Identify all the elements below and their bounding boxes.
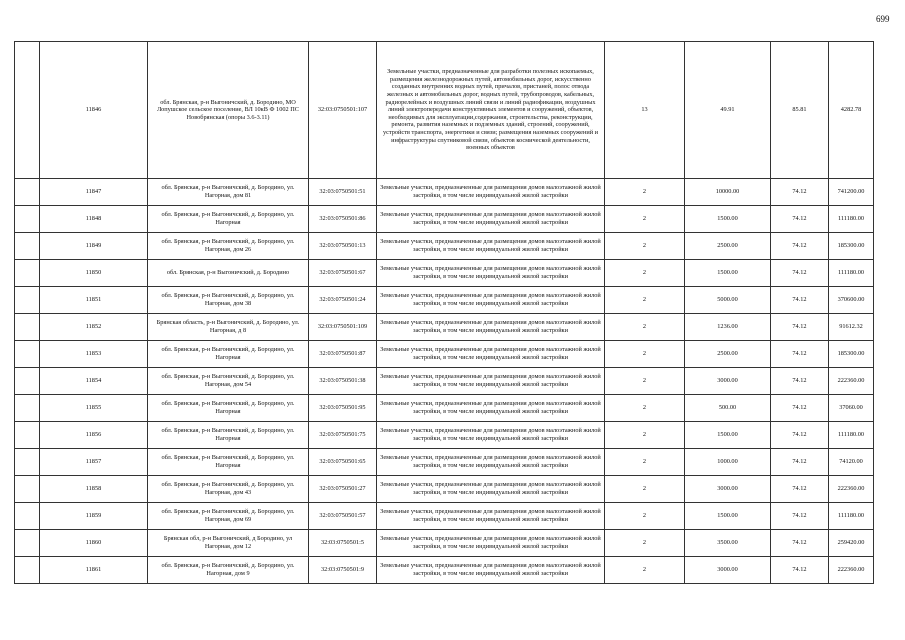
group-code-cell: 2 (605, 530, 685, 557)
area-cell: 5000.00 (685, 287, 771, 314)
spacer-cell (15, 314, 40, 341)
table-row (15, 530, 874, 557)
area-cell: 49.91 (685, 42, 771, 179)
table-row (15, 368, 874, 395)
spacer-cell (15, 395, 40, 422)
land-use-cell: Земельные участки, предназначенные для размещения домов малоэтажной жилой застройки, в том числе индивидуальной жилой застройки (377, 368, 605, 395)
area-cell: 1500.00 (685, 503, 771, 530)
area-cell: 3000.00 (685, 368, 771, 395)
spacer-cell (15, 368, 40, 395)
land-use-cell: Земельные участки, предназначенные для размещения домов малоэтажной жилой застройки, в том числе индивидуальной жилой застройки (377, 314, 605, 341)
cadastral-value-cell: 259420.00 (829, 530, 874, 557)
group-code-cell: 2 (605, 557, 685, 584)
spacer-cell (15, 476, 40, 503)
spacer-cell (15, 287, 40, 314)
land-use-cell: Земельные участки, предназначенные для размещения домов малоэтажной жилой застройки, в том числе индивидуальной жилой застройки (377, 287, 605, 314)
cadastral-number-cell: 32:03:0750501:27 (309, 476, 377, 503)
record-number: 11859 (40, 503, 148, 530)
specific-value-cell: 74.12 (771, 422, 829, 449)
spacer-cell (15, 530, 40, 557)
area-cell: 1500.00 (685, 260, 771, 287)
group-code-cell: 2 (605, 179, 685, 206)
area-cell: 2500.00 (685, 341, 771, 368)
cadastral-number-cell: 32:03:0750501:24 (309, 287, 377, 314)
land-use-cell: Земельные участки, предназначенные для размещения домов малоэтажной жилой застройки, в том числе индивидуальной жилой застройки (377, 260, 605, 287)
area-cell: 3000.00 (685, 476, 771, 503)
land-use-cell: Земельные участки, предназначенные для размещения домов малоэтажной жилой застройки, в том числе индивидуальной жилой застройки (377, 557, 605, 584)
record-number: 11852 (40, 314, 148, 341)
cadastral-value-cell: 111180.00 (829, 260, 874, 287)
specific-value-cell: 74.12 (771, 287, 829, 314)
cadastral-value-cell: 111180.00 (829, 206, 874, 233)
cadastral-value-cell: 222360.00 (829, 476, 874, 503)
land-use-cell: Земельные участки, предназначенные для размещения домов малоэтажной жилой застройки, в том числе индивидуальной жилой застройки (377, 395, 605, 422)
land-use-cell: Земельные участки, предназначенные для размещения домов малоэтажной жилой застройки, в том числе индивидуальной жилой застройки (377, 503, 605, 530)
group-code-cell: 2 (605, 368, 685, 395)
record-number: 11848 (40, 206, 148, 233)
cadastral-number-cell: 32:03:0750501:109 (309, 314, 377, 341)
area-cell: 1500.00 (685, 206, 771, 233)
specific-value-cell: 74.12 (771, 341, 829, 368)
record-number: 11855 (40, 395, 148, 422)
area-cell: 1500.00 (685, 422, 771, 449)
address-cell: обл. Брянская, р-н Выгоничский, д. Бородино, ул. Нагорная (148, 449, 309, 476)
table-row (15, 503, 874, 530)
spacer-cell (15, 557, 40, 584)
cadastral-value-cell: 185300.00 (829, 233, 874, 260)
specific-value-cell: 74.12 (771, 395, 829, 422)
spacer-cell (15, 341, 40, 368)
group-code-cell: 2 (605, 449, 685, 476)
record-number: 11858 (40, 476, 148, 503)
land-use-cell: Земельные участки, предназначенные для размещения домов малоэтажной жилой застройки, в том числе индивидуальной жилой застройки (377, 476, 605, 503)
specific-value-cell: 74.12 (771, 449, 829, 476)
cadastral-value-cell: 741200.00 (829, 179, 874, 206)
specific-value-cell: 74.12 (771, 260, 829, 287)
table-row (15, 449, 874, 476)
land-use-cell: Земельные участки, предназначенные для размещения домов малоэтажной жилой застройки, в том числе индивидуальной жилой застройки (377, 341, 605, 368)
specific-value-cell: 74.12 (771, 476, 829, 503)
address-cell: обл. Брянская, р-н Выгоничский, д. Бородино (148, 260, 309, 287)
table-row (15, 341, 874, 368)
specific-value-cell: 74.12 (771, 503, 829, 530)
table-body (15, 42, 874, 584)
record-number: 11847 (40, 179, 148, 206)
spacer-cell (15, 422, 40, 449)
area-cell: 3000.00 (685, 557, 771, 584)
land-use-cell: Земельные участки, предназначенные для размещения домов малоэтажной жилой застройки, в том числе индивидуальной жилой застройки (377, 233, 605, 260)
record-number: 11851 (40, 287, 148, 314)
cadastral-value-cell: 4282.78 (829, 42, 874, 179)
record-number: 11849 (40, 233, 148, 260)
address-cell: обл. Брянская, р-н Выгоничский, д. Бородино, МО Лопушское сельское поселение, ВЛ 10кВ Ф 1002 ПС Новобрянская (опоры 3.6-3.11) (148, 42, 309, 179)
specific-value-cell: 74.12 (771, 233, 829, 260)
specific-value-cell: 74.12 (771, 206, 829, 233)
group-code-cell: 2 (605, 395, 685, 422)
record-number: 11856 (40, 422, 148, 449)
specific-value-cell: 74.12 (771, 368, 829, 395)
address-cell: обл. Брянская, р-н Выгоничский, д. Бородино, ул. Нагорная, дом 38 (148, 287, 309, 314)
table-row (15, 233, 874, 260)
land-use-cell: Земельные участки, предназначенные для размещения домов малоэтажной жилой застройки, в том числе индивидуальной жилой застройки (377, 422, 605, 449)
table-row (15, 314, 874, 341)
cadastral-number-cell: 32:03:0750501:86 (309, 206, 377, 233)
cadastral-value-cell: 185300.00 (829, 341, 874, 368)
spacer-cell (15, 42, 40, 179)
record-number: 11860 (40, 530, 148, 557)
land-use-cell: Земельные участки, предназначенные для размещения домов малоэтажной жилой застройки, в том числе индивидуальной жилой застройки (377, 449, 605, 476)
cadastral-value-cell: 370600.00 (829, 287, 874, 314)
record-number: 11850 (40, 260, 148, 287)
address-cell: обл. Брянская, р-н Выгоничский, д. Бородино, ул. Нагорная (148, 206, 309, 233)
table-row (15, 206, 874, 233)
cadastral-number-cell: 32:03:0750501:9 (309, 557, 377, 584)
address-cell: обл. Брянская, р-н Выгоничский, д. Бородино, ул. Нагорная, дом 81 (148, 179, 309, 206)
cadastral-value-table (14, 41, 874, 584)
spacer-cell (15, 233, 40, 260)
cadastral-number-cell: 32:03:0750501:38 (309, 368, 377, 395)
spacer-cell (15, 206, 40, 233)
record-number: 11854 (40, 368, 148, 395)
table-row (15, 287, 874, 314)
land-use-cell: Земельные участки, предназначенные для размещения домов малоэтажной жилой застройки, в том числе индивидуальной жилой застройки (377, 530, 605, 557)
cadastral-value-cell: 111180.00 (829, 422, 874, 449)
group-code-cell: 2 (605, 233, 685, 260)
cadastral-value-cell: 74120.00 (829, 449, 874, 476)
address-cell: обл. Брянская, р-н Выгоничский, д. Бородино, ул. Нагорная (148, 422, 309, 449)
land-use-cell: Земельные участки, предназначенные для размещения домов малоэтажной жилой застройки, в том числе индивидуальной жилой застройки (377, 179, 605, 206)
table-row (15, 422, 874, 449)
table-row (15, 395, 874, 422)
address-cell: обл. Брянская, р-н Выгоничский, д. Бородино, ул. Нагорная (148, 341, 309, 368)
table-row (15, 476, 874, 503)
group-code-cell: 2 (605, 476, 685, 503)
address-cell: Брянская область, р-н Выгоничский, д. Бородино, ул. Нагорная, д 8 (148, 314, 309, 341)
spacer-cell (15, 179, 40, 206)
cadastral-number-cell: 32:03:0750501:57 (309, 503, 377, 530)
specific-value-cell: 74.12 (771, 557, 829, 584)
specific-value-cell: 74.12 (771, 314, 829, 341)
group-code-cell: 2 (605, 287, 685, 314)
record-number: 11853 (40, 341, 148, 368)
area-cell: 1236.00 (685, 314, 771, 341)
cadastral-number-cell: 32:03:0750501:95 (309, 395, 377, 422)
group-code-cell: 2 (605, 341, 685, 368)
cadastral-value-cell: 222360.00 (829, 368, 874, 395)
group-code-cell: 2 (605, 503, 685, 530)
record-number: 11861 (40, 557, 148, 584)
specific-value-cell: 74.12 (771, 179, 829, 206)
address-cell: обл. Брянская, р-н Выгоничский, д. Бородино, ул. Нагорная, дом 9 (148, 557, 309, 584)
group-code-cell: 2 (605, 260, 685, 287)
cadastral-value-cell: 111180.00 (829, 503, 874, 530)
group-code-cell: 2 (605, 314, 685, 341)
spacer-cell (15, 260, 40, 287)
cadastral-value-cell: 222360.00 (829, 557, 874, 584)
record-number: 11846 (40, 42, 148, 179)
cadastral-number-cell: 32:03:0750501:67 (309, 260, 377, 287)
table-row (15, 557, 874, 584)
cadastral-number-cell: 32:03:0750501:51 (309, 179, 377, 206)
cadastral-number-cell: 32:03:0750501:75 (309, 422, 377, 449)
table-row (15, 42, 874, 179)
cadastral-number-cell: 32:03:0750501:107 (309, 42, 377, 179)
table-row (15, 260, 874, 287)
area-cell: 2500.00 (685, 233, 771, 260)
cadastral-number-cell: 32:03:0750501:5 (309, 530, 377, 557)
group-code-cell: 2 (605, 422, 685, 449)
area-cell: 10000.00 (685, 179, 771, 206)
group-code-cell: 13 (605, 42, 685, 179)
specific-value-cell: 85.81 (771, 42, 829, 179)
address-cell: обл. Брянская, р-н Выгоничский, д. Бородино, ул. Нагорная, дом 69 (148, 503, 309, 530)
address-cell: обл. Брянская, р-н Выгоничский, д. Бородино, ул. Нагорная, дом 26 (148, 233, 309, 260)
spacer-cell (15, 449, 40, 476)
cadastral-number-cell: 32:03:0750501:65 (309, 449, 377, 476)
group-code-cell: 2 (605, 206, 685, 233)
cadastral-number-cell: 32:03:0750501:87 (309, 341, 377, 368)
land-use-cell: Земельные участки, предназначенные для разработки полезных ископаемых, размещения железнодорожных путей, автомобильных дорог, искусственно созданных внутренних водных путей, причалов, пристаней, полос отвода железных и автомобильных дорог, водных путей, трубопроводов, кабельных, радиорелейных и воздушных линий связи и линий радиофикации, воздушных линий электропередачи конструктивных элементов и сооружений, объектов, необходимых для эксплуатации,содержания, строительства, реконструкции, ремонта, развития наземных и подземных зданий, строений, сооружений, устройств транспорта, энергетики и связи; размещения наземных сооружений и инфраструктуры спутниковой связи, объектов космической деятельности, военных объектов (377, 42, 605, 179)
address-cell: обл. Брянская, р-н Выгоничский, д. Бородино, ул. Нагорная, дом 43 (148, 476, 309, 503)
area-cell: 3500.00 (685, 530, 771, 557)
cadastral-value-cell: 91612.32 (829, 314, 874, 341)
address-cell: Брянская обл, р-н Выгоничский, д Бородино, ул Нагорная, дом 12 (148, 530, 309, 557)
area-cell: 500.00 (685, 395, 771, 422)
address-cell: обл. Брянская, р-н Выгоничский, д. Бородино, ул. Нагорная, дом 54 (148, 368, 309, 395)
record-number: 11857 (40, 449, 148, 476)
land-use-cell: Земельные участки, предназначенные для размещения домов малоэтажной жилой застройки, в том числе индивидуальной жилой застройки (377, 206, 605, 233)
cadastral-number-cell: 32:03:0750501:13 (309, 233, 377, 260)
table-row (15, 179, 874, 206)
spacer-cell (15, 503, 40, 530)
area-cell: 1000.00 (685, 449, 771, 476)
cadastral-value-cell: 37060.00 (829, 395, 874, 422)
address-cell: обл. Брянская, р-н Выгоничский, д. Бородино, ул. Нагорная (148, 395, 309, 422)
page-number: 699 (876, 14, 890, 24)
specific-value-cell: 74.12 (771, 530, 829, 557)
